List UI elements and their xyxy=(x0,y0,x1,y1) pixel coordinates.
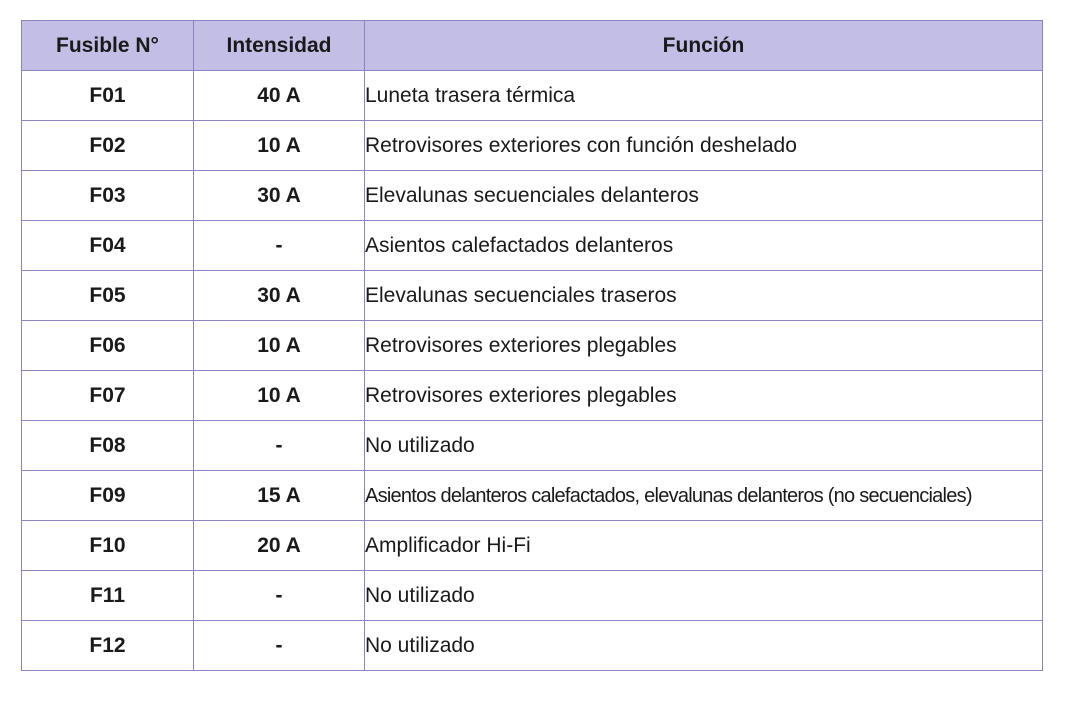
fuse-number-cell: F09 xyxy=(22,471,194,521)
header-amperage: Intensidad xyxy=(194,21,365,71)
amperage-cell: 10 A xyxy=(194,121,365,171)
amperage-cell: 10 A xyxy=(194,321,365,371)
table-header xyxy=(22,21,1043,71)
table-row xyxy=(22,471,1043,521)
amperage-cell: 20 A xyxy=(194,521,365,571)
table-row xyxy=(22,371,1043,421)
fuse-number-cell: F11 xyxy=(22,571,194,621)
fuse-number-cell: F07 xyxy=(22,371,194,421)
table-row xyxy=(22,221,1043,271)
function-cell: No utilizado xyxy=(365,621,1043,671)
function-cell: Retrovisores exteriores plegables xyxy=(365,371,1043,421)
amperage-cell: - xyxy=(194,221,365,271)
table-row xyxy=(22,171,1043,221)
table-row xyxy=(22,71,1043,121)
function-cell: No utilizado xyxy=(365,421,1043,471)
amperage-cell: 15 A xyxy=(194,471,365,521)
fuse-table xyxy=(21,20,1043,671)
fuse-number-cell: F05 xyxy=(22,271,194,321)
table-row xyxy=(22,321,1043,371)
function-cell: Asientos calefactados delanteros xyxy=(365,221,1043,271)
header-fuse-number: Fusible N° xyxy=(22,21,194,71)
table-row xyxy=(22,571,1043,621)
table-row xyxy=(22,521,1043,571)
function-cell: Elevalunas secuenciales delanteros xyxy=(365,171,1043,221)
amperage-cell: 30 A xyxy=(194,171,365,221)
table-body xyxy=(22,71,1043,671)
amperage-cell: 40 A xyxy=(194,71,365,121)
fuse-number-cell: F10 xyxy=(22,521,194,571)
fuse-number-cell: F01 xyxy=(22,71,194,121)
amperage-cell: - xyxy=(194,571,365,621)
amperage-cell: - xyxy=(194,421,365,471)
header-row xyxy=(22,21,1043,71)
table-row xyxy=(22,621,1043,671)
fuse-number-cell: F12 xyxy=(22,621,194,671)
amperage-cell: 10 A xyxy=(194,371,365,421)
header-function: Función xyxy=(365,21,1043,71)
amperage-cell: - xyxy=(194,621,365,671)
function-cell: Luneta trasera térmica xyxy=(365,71,1043,121)
function-cell: No utilizado xyxy=(365,571,1043,621)
fuse-number-cell: F02 xyxy=(22,121,194,171)
table-row xyxy=(22,271,1043,321)
table-row xyxy=(22,421,1043,471)
function-cell: Retrovisores exteriores plegables xyxy=(365,321,1043,371)
function-cell: Elevalunas secuenciales traseros xyxy=(365,271,1043,321)
fuse-number-cell: F08 xyxy=(22,421,194,471)
fuse-number-cell: F06 xyxy=(22,321,194,371)
function-text: Asientos delanteros calefactados, elevalunas delanteros (no secuenciales) xyxy=(365,484,972,507)
fuse-number-cell: F04 xyxy=(22,221,194,271)
table-row xyxy=(22,121,1043,171)
fuse-number-cell: F03 xyxy=(22,171,194,221)
function-cell: Amplificador Hi-Fi xyxy=(365,521,1043,571)
amperage-cell: 30 A xyxy=(194,271,365,321)
function-cell xyxy=(365,471,1043,521)
function-cell: Retrovisores exteriores con función deshelado xyxy=(365,121,1043,171)
